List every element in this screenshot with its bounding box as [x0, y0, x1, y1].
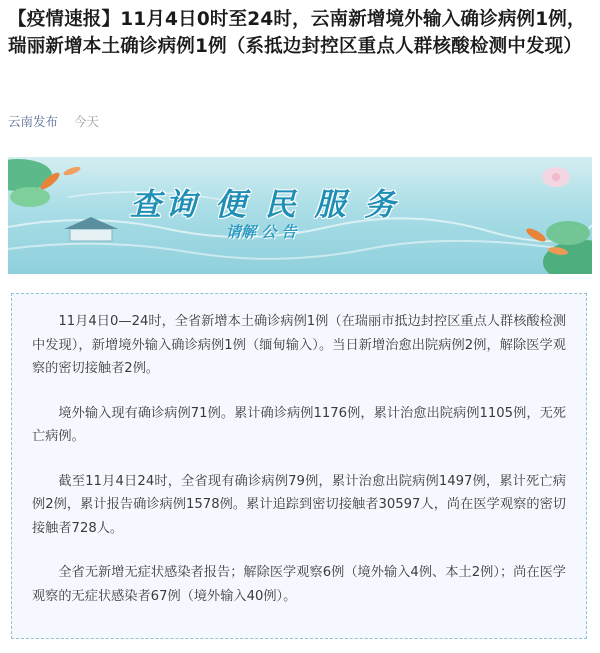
pavilion-icon	[70, 229, 112, 241]
source-link[interactable]: 云南发布	[8, 114, 59, 129]
lotus-leaf-right-icon	[543, 240, 592, 274]
paragraph-new-cases: 11月4日0—24时，全省新增本土确诊病例1例（在瑞丽市抵边封控区重点人群核酸检测中发现），新增境外输入确诊病例1例（缅甸输入）。当日新增治愈出院病例2例，解除医学观察的密切接触者2例。	[32, 314, 566, 376]
paragraph-cumulative: 截至11月4日24时，全省现有确诊病例79例，累计治愈出院病例1497例，累计死亡病例2例，累计报告确诊病例1578例。累计追踪到密切接触者30597人，尚在医学观察的密切接触者728人。	[32, 473, 566, 536]
article-title: 【疫情速报】11月4日0时至24时，云南新增境外输入确诊病例1例，瑞丽新增本土确诊病例1例（系抵边封控区重点人群核酸检测中发现）	[8, 9, 586, 57]
service-banner[interactable]	[8, 157, 592, 274]
article-meta	[8, 112, 99, 130]
paragraph-imported: 境外输入现有确诊病例71例。累计确诊病例1176例，累计治愈出院病例1105例，无死亡病例。	[32, 405, 566, 444]
publish-time: 今天	[74, 114, 100, 129]
banner-subtitle: 请解 公 告	[226, 223, 297, 241]
paragraph-asymptomatic: 全省无新增无症状感染者报告；解除医学观察6例（境外输入4例、本土2例）；尚在医学观察的无症状感染者67例（境外输入40例）。	[32, 565, 566, 604]
banner-title: 查询 便 民 服 务	[130, 187, 400, 223]
article-content	[11, 293, 587, 639]
